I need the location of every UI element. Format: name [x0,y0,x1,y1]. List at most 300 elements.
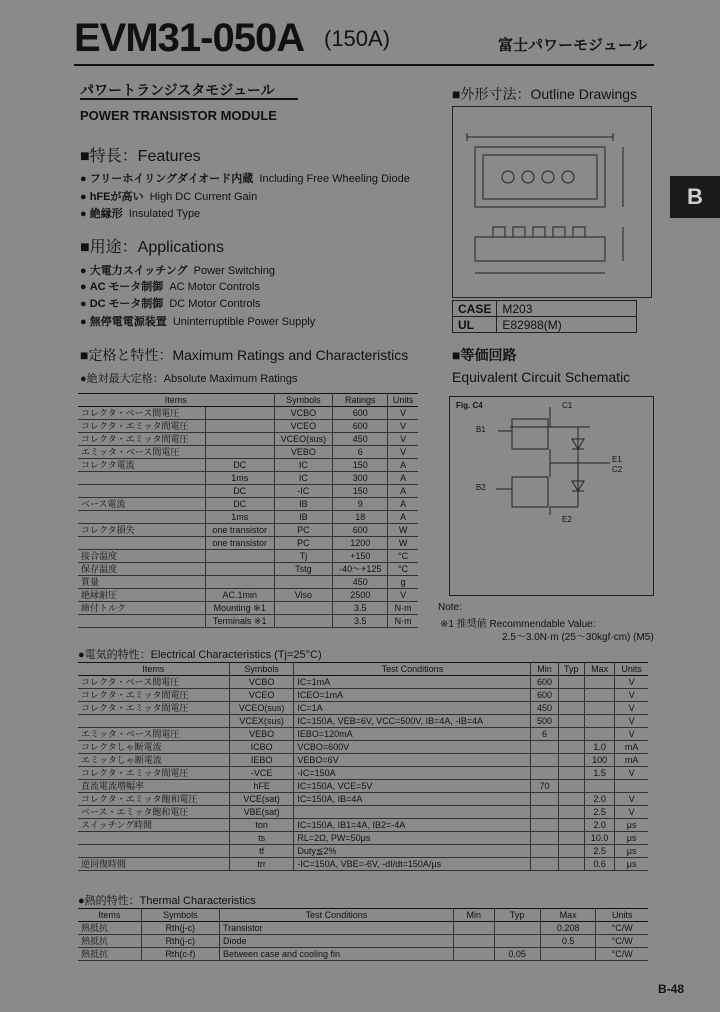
table-cell: W [388,524,418,537]
table-cell [531,754,558,767]
table-cell: ICEO=1mA [294,689,531,702]
table-cell: °C [388,563,418,576]
table-cell: 接合温度 [78,550,205,563]
table-cell [558,702,584,715]
table-cell: Rth(j-c) [141,935,219,948]
table-cell: IEBO=120mA [294,728,531,741]
table-cell: VEBO [229,728,294,741]
note-label: Note: [438,602,462,613]
table-row [78,576,418,589]
col-header: Max [540,909,596,922]
maker-name: 富士パワーモジュール [498,37,648,54]
table-cell: 70 [531,780,558,793]
table-row [78,689,648,702]
header-rule [74,64,654,66]
table-cell: VCEX(sus) [229,715,294,728]
table-row [78,420,418,433]
case-value: M203 [497,301,637,317]
table-cell: mA [615,741,648,754]
table-cell: Tstg [274,563,333,576]
ul-label: UL [453,317,497,333]
thermal-subheading: ●熱的特性：Thermal Characteristics [78,895,256,907]
table-cell: 保存温度 [78,563,205,576]
table-cell: mA [615,754,648,767]
table-row [78,589,418,602]
table-cell: 2500 [333,589,388,602]
table-cell: RL=2Ω, PW=50μs [294,832,531,845]
table-cell: 3.5 [333,602,388,615]
table-row [78,472,418,485]
table-cell [558,858,584,871]
table-cell: エミッタ・ベース間電圧 [78,446,205,459]
table-row [78,819,648,832]
table-cell: V [615,715,648,728]
table-cell: コレクタ・エミッタ間電圧 [78,767,229,780]
col-header: Max [585,663,615,676]
table-cell: °C/W [596,948,648,961]
table-cell: Mounting ※1 [205,602,274,615]
table-row [78,948,648,961]
table-row [78,858,648,871]
table-cell: 100 [585,754,615,767]
table-cell: 600 [531,689,558,702]
table-row [78,845,648,858]
table-cell: 熱抵抗 [78,935,141,948]
table-cell [531,741,558,754]
applications-heading: ■用途：Applications [80,239,224,256]
table-cell: PC [274,537,333,550]
application-item: ● AC モータ制御 AC Motor Controls [80,281,260,293]
table-cell [585,780,615,793]
table-row [78,793,648,806]
ul-value: E82988(M) [497,317,637,333]
table-cell: VCBO=600V [294,741,531,754]
table-cell: °C/W [596,935,648,948]
table-cell: tf [229,845,294,858]
table-cell: VBE(sat) [229,806,294,819]
electrical-characteristics-table [78,662,648,871]
col-header: Items [78,663,229,676]
table-cell: V [615,676,648,689]
terminal-e1: E1 [612,455,622,464]
table-cell [558,832,584,845]
table-cell [558,754,584,767]
table-cell [78,615,205,628]
electrical-subheading: ●電気的特性：Electrical Characteristics (Tj=25°C) [78,649,322,661]
table-row [78,615,418,628]
table-cell: コレクタ損失 [78,524,205,537]
table-cell [78,832,229,845]
table-cell: 熱抵抗 [78,948,141,961]
table-cell [531,767,558,780]
equivalent-heading-jp: ■等価回路 [452,347,517,363]
table-cell: IC=150A, VEB=6V, VCC=500V, IB=4A, -IB=4A [294,715,531,728]
table-row [78,563,418,576]
table-cell: IC=1mA [294,676,531,689]
col-header: Symbols [274,394,333,407]
note-line-2: 2.5～3.0N·m (25～30kgf·cm) (M5) [502,632,654,643]
ratings-heading: ■定格と特性：Maximum Ratings and Characteristics [80,347,409,363]
table-cell: Tj [274,550,333,563]
table-row [78,922,648,935]
table-cell: 1.5 [585,767,615,780]
table-cell: Transistor [219,922,453,935]
table-cell: VCBO [274,407,333,420]
table-row [78,433,418,446]
table-cell: g [388,576,418,589]
table-cell: ベース・エミッタ飽和電圧 [78,806,229,819]
table-cell: IC=150A, IB=4A [294,793,531,806]
table-cell: 直流電流増幅率 [78,780,229,793]
table-cell: -IC=150A [294,767,531,780]
table-cell [531,793,558,806]
col-header: Units [596,909,648,922]
table-cell: A [388,485,418,498]
table-cell: VCEO [274,420,333,433]
table-cell: コレクタ・エミッタ飽和電圧 [78,793,229,806]
table-cell [615,780,648,793]
table-cell: IB [274,511,333,524]
table-cell: one transistor [205,524,274,537]
abs-max-ratings-table [78,393,418,628]
table-cell: 18 [333,511,388,524]
table-cell: A [388,511,418,524]
col-header: Test Conditions [219,909,453,922]
table-cell: A [388,459,418,472]
table-cell: 600 [333,407,388,420]
table-cell [558,741,584,754]
col-header: Min [531,663,558,676]
abs-max-subheading: ●絶対最大定格：Absolute Maximum Ratings [80,373,298,385]
terminal-c2: C2 [612,465,623,474]
table-cell: 150 [333,459,388,472]
table-cell: V [615,728,648,741]
table-cell [558,819,584,832]
terminal-e2: E2 [562,515,572,524]
table-row [78,407,418,420]
table-cell: 2.0 [585,819,615,832]
table-cell [585,728,615,741]
table-row [78,754,648,767]
table-cell: VCEO [229,689,294,702]
table-cell [274,615,333,628]
table-cell [585,689,615,702]
table-cell: VCE(sat) [229,793,294,806]
table-cell [78,485,205,498]
table-cell: コレクタ・エミッタ間電圧 [78,702,229,715]
table-cell [558,793,584,806]
table-cell: 600 [333,420,388,433]
table-cell: 6 [333,446,388,459]
table-cell [531,858,558,871]
table-cell: trr [229,858,294,871]
table-row [78,741,648,754]
col-header: Items [78,394,274,407]
table-cell: °C [388,550,418,563]
table-cell: W [388,537,418,550]
table-cell: IC=150A, IB1=4A, IB2=-4A [294,819,531,832]
table-cell: -VCE [229,767,294,780]
table-cell [78,715,229,728]
table-cell: °C/W [596,922,648,935]
table-cell [558,715,584,728]
table-cell: 2.5 [585,806,615,819]
table-cell: V [388,446,418,459]
table-cell [494,935,540,948]
table-cell: 質量 [78,576,205,589]
table-cell [205,433,274,446]
table-cell [558,845,584,858]
table-cell: IC [274,472,333,485]
table-cell [531,819,558,832]
terminal-c1: C1 [562,401,573,410]
col-header: Min [453,909,494,922]
col-header: Items [78,909,141,922]
col-header: Units [388,394,418,407]
case-label: CASE [453,301,497,317]
table-cell [274,602,333,615]
equivalent-circuit [449,396,654,596]
table-row [78,498,418,511]
table-cell: V [615,689,648,702]
table-cell [205,420,274,433]
table-cell: Rth(c-f) [141,948,219,961]
table-cell: DC [205,459,274,472]
table-cell [205,576,274,589]
table-cell: A [388,472,418,485]
table-cell: 1200 [333,537,388,550]
table-cell: 500 [531,715,558,728]
terminal-b2: B2 [476,483,486,492]
features-heading: ■特長：Features [80,148,201,165]
table-cell: -40～+125 [333,563,388,576]
table-cell: コレクタ・ベース間電圧 [78,407,205,420]
table-cell: 9 [333,498,388,511]
table-cell [205,407,274,420]
table-cell: Duty≦2% [294,845,531,858]
table-cell: VEBO=6V [294,754,531,767]
table-cell: 絶縁耐圧 [78,589,205,602]
table-cell [585,715,615,728]
table-cell: 逆回復時間 [78,858,229,871]
table-cell: one transistor [205,537,274,550]
table-cell: 0.208 [540,922,596,935]
table-cell: +150 [333,550,388,563]
circuit-fig-label: Fig. C4 [456,401,483,410]
table-cell: 3.5 [333,615,388,628]
table-cell: VCBO [229,676,294,689]
table-cell: V [615,806,648,819]
outline-heading: ■外形寸法：Outline Drawings [452,86,638,102]
case-table [452,300,637,333]
table-row [78,767,648,780]
col-header: Typ [558,663,584,676]
table-cell: IC=1A [294,702,531,715]
table-row [78,459,418,472]
table-row [78,602,418,615]
table-cell [453,922,494,935]
subtitle-jp: パワートランジスタモジュール [80,82,275,98]
table-cell: ベース電流 [78,498,205,511]
table-cell: DC [205,485,274,498]
table-cell: ICBO [229,741,294,754]
table-cell: A [388,498,418,511]
table-row [78,550,418,563]
col-header: Ratings [333,394,388,407]
table-row [78,780,648,793]
table-cell: 600 [531,676,558,689]
table-cell: コレクタ・エミッタ間電圧 [78,433,205,446]
application-item: ● 大電力スイッチング Power Switching [80,265,275,277]
table-cell [274,576,333,589]
table-cell: Viso [274,589,333,602]
table-cell: N·m [388,615,418,628]
table-cell [205,550,274,563]
table-cell [531,806,558,819]
table-cell [558,728,584,741]
table-row [78,935,648,948]
table-cell: コレクタ電流 [78,459,205,472]
table-cell: PC [274,524,333,537]
terminal-b1: B1 [476,425,486,434]
table-cell: V [388,407,418,420]
section-tab: B [670,176,720,218]
table-cell: IC [274,459,333,472]
table-cell [205,446,274,459]
table-cell: μs [615,832,648,845]
table-row [78,537,418,550]
table-cell [540,948,596,961]
table-cell: 0.05 [494,948,540,961]
table-cell: μs [615,819,648,832]
model-title: EVM31-050A [74,16,305,60]
table-cell [78,845,229,858]
table-cell: 0.5 [540,935,596,948]
table-row [78,676,648,689]
table-row [78,715,648,728]
table-cell: コレクタ・ベース間電圧 [78,676,229,689]
feature-item: ● 絶縁形 Insulated Type [80,208,201,220]
table-cell: -IC=150A, VBE=-6V, -dI/dt=150A/μs [294,858,531,871]
note-line-1: ※1 推奨値 Recommendable Value: [440,619,596,630]
page-number: B-48 [658,982,685,996]
table-cell [531,845,558,858]
table-cell [585,702,615,715]
col-header: Typ [494,909,540,922]
table-cell [453,948,494,961]
application-item: ● DC モータ制御 DC Motor Controls [80,298,261,310]
table-cell: 1ms [205,472,274,485]
table-cell [558,767,584,780]
application-item: ● 無停電電源装置 Uninterruptible Power Supply [80,316,316,328]
table-cell: 450 [531,702,558,715]
table-cell: Between case and cooling fin [219,948,453,961]
table-cell: 締付トルク [78,602,205,615]
table-cell: コレクタ・エミッタ間電圧 [78,689,229,702]
table-row [78,832,648,845]
table-row [78,702,648,715]
table-cell: ton [229,819,294,832]
table-cell: 300 [333,472,388,485]
table-row [78,806,648,819]
table-cell: 450 [333,576,388,589]
table-cell [585,676,615,689]
table-row [78,524,418,537]
table-cell: エミッタ・ベース間電圧 [78,728,229,741]
table-row [78,728,648,741]
table-cell [558,689,584,702]
table-row [78,446,418,459]
table-cell: IC=150A, VCE=5V [294,780,531,793]
table-cell: 10.0 [585,832,615,845]
table-cell: N·m [388,602,418,615]
table-cell: μs [615,845,648,858]
table-cell: DC [205,498,274,511]
table-cell: IEBO [229,754,294,767]
table-cell: -IC [274,485,333,498]
table-cell: 150 [333,485,388,498]
table-cell [531,832,558,845]
table-cell: V [615,767,648,780]
table-cell [558,780,584,793]
outline-drawing [452,106,652,298]
col-header: Symbols [229,663,294,676]
model-current-rating: (150A) [324,26,391,51]
equivalent-heading-en: Equivalent Circuit Schematic [452,369,631,385]
table-cell [453,935,494,948]
table-cell: V [388,433,418,446]
table-cell: 1ms [205,511,274,524]
table-cell: ts [229,832,294,845]
feature-item: ● hFEが高い High DC Current Gain [80,191,258,203]
table-cell [494,922,540,935]
table-cell: コレクタ・エミッタ間電圧 [78,420,205,433]
table-cell: IB [274,498,333,511]
table-cell: コレクタしゃ断電流 [78,741,229,754]
table-cell: 2.0 [585,793,615,806]
table-cell: V [388,420,418,433]
outline-drawing-svg [453,107,651,297]
subtitle-en: POWER TRANSISTOR MODULE [80,108,277,123]
table-cell: 0.6 [585,858,615,871]
subtitle-underline [80,98,298,100]
col-header: Symbols [141,909,219,922]
table-cell: 6 [531,728,558,741]
table-cell: VEBO [274,446,333,459]
table-cell: V [615,702,648,715]
table-cell [78,537,205,550]
table-cell: 2.5 [585,845,615,858]
table-cell: VCEO(sus) [274,433,333,446]
table-cell: μs [615,858,648,871]
table-cell: 600 [333,524,388,537]
thermal-characteristics-table [78,908,648,961]
table-cell [78,472,205,485]
col-header: Units [615,663,648,676]
table-cell: 450 [333,433,388,446]
feature-item: ● フリーホイリングダイオード内蔵 Including Free Wheeling Diode [80,173,410,185]
table-cell: 1.0 [585,741,615,754]
table-cell: VCEO(sus) [229,702,294,715]
table-cell: 熱抵抗 [78,922,141,935]
table-cell: スイッチング時間 [78,819,229,832]
table-cell [78,511,205,524]
table-cell: Rth(j-c) [141,922,219,935]
table-cell: エミッタしゃ断電流 [78,754,229,767]
table-cell: Diode [219,935,453,948]
table-row [78,511,418,524]
table-cell: hFE [229,780,294,793]
